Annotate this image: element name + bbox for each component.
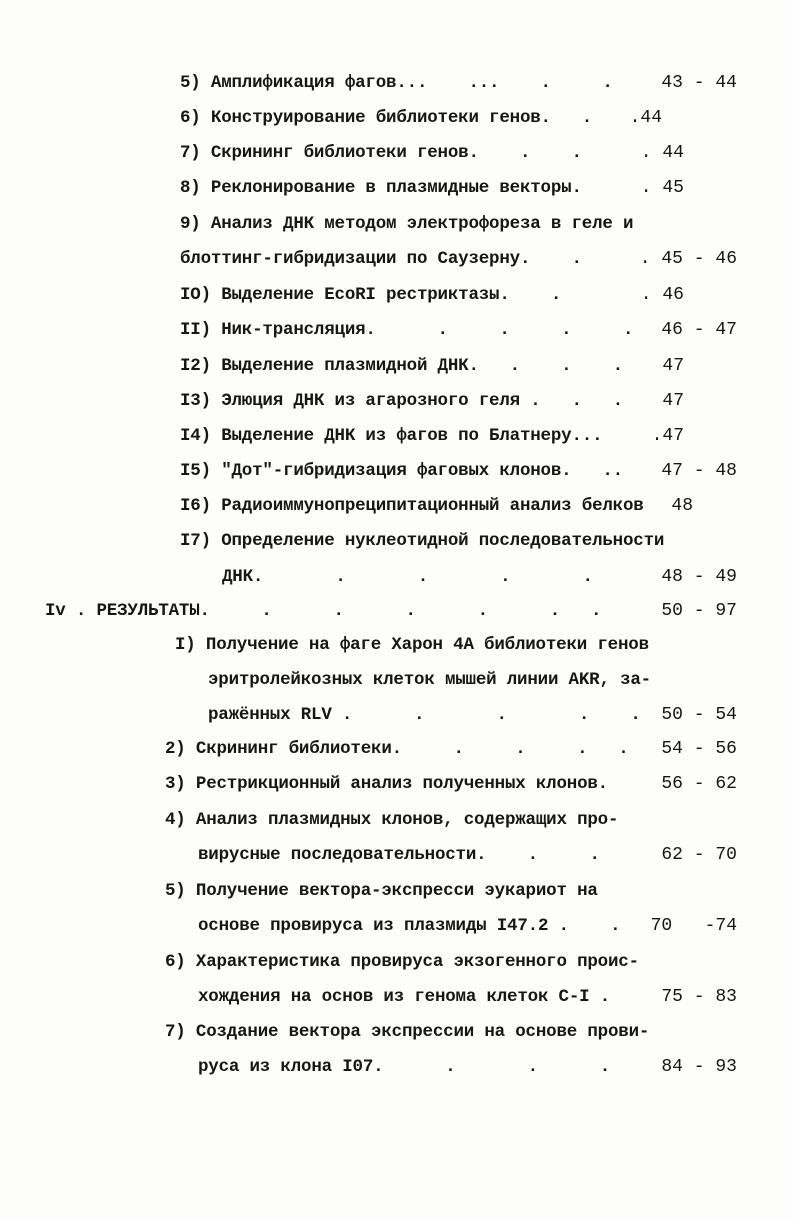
toc-entry-pages: 46 - 47 xyxy=(661,320,737,340)
toc-entry xyxy=(0,843,793,867)
toc-entry xyxy=(0,565,793,589)
toc-entry-title: 8) Реклонирование в плазмидные векторы. xyxy=(180,178,582,198)
toc-entry-pages: 62 - 70 xyxy=(661,845,737,865)
toc-entry xyxy=(0,1055,793,1079)
toc-entry-title: 7) Скрининг библиотеки генов. . . xyxy=(180,143,582,163)
toc-entry xyxy=(0,529,793,553)
toc-entry-title: эритролейкозных клеток мышей линии AKR, за- xyxy=(208,670,651,690)
toc-entry-title: 6) Характеристика провируса экзогенного проис- xyxy=(165,952,639,972)
toc-entry-pages: 75 - 83 xyxy=(661,987,737,1007)
toc-entry xyxy=(0,354,793,378)
toc-entry-pages: 47 - 48 xyxy=(661,461,737,481)
toc-entry xyxy=(0,283,793,307)
toc-entry xyxy=(0,212,793,236)
toc-entry-pages: 47 xyxy=(662,356,684,376)
toc-entry-title: 6) Конструирование библиотеки генов. . xyxy=(180,108,593,128)
toc-entry xyxy=(0,808,793,832)
toc-entry xyxy=(0,459,793,483)
toc-entry-title: I3) Элюция ДНК из агарозного геля . . . xyxy=(180,391,623,411)
toc-entry-pages: 56 - 62 xyxy=(661,774,737,794)
toc-entry-title: I7) Определение нуклеотидной последовательности xyxy=(180,531,665,551)
toc-entry-title: 4) Анализ плазмидных клонов, содержащих про- xyxy=(165,810,619,830)
toc-entry xyxy=(0,424,793,448)
toc-entry-title: 7) Создание вектора экспрессии на основе прови- xyxy=(165,1022,650,1042)
toc-entry xyxy=(0,106,793,130)
toc-entry-pages: 50 - 97 xyxy=(661,601,737,621)
toc-entry-pages: .44 xyxy=(629,108,662,128)
toc-entry-title: хождения на основ из генома клеток C-I . xyxy=(198,987,611,1007)
toc-entry xyxy=(0,141,793,165)
toc-entry-pages: .47 xyxy=(651,426,684,446)
toc-entry-title: I) Получение на фаге Харон 4А библиотеки генов xyxy=(175,635,649,655)
toc-entry xyxy=(0,914,793,938)
toc-entry-title: 9) Анализ ДНК методом электрофореза в геле и xyxy=(180,214,634,234)
toc-entry-pages: . 46 xyxy=(640,285,684,305)
toc-entry-pages: 48 xyxy=(671,496,693,516)
toc-entry-title: основе провируса из плазмиды I47.2 . . xyxy=(198,916,621,936)
toc-entry xyxy=(0,176,793,200)
toc-entry-title: ДНК. . . . . xyxy=(222,567,593,587)
toc-entry-pages: 43 - 44 xyxy=(661,73,737,93)
toc-entry xyxy=(0,494,793,518)
toc-entry xyxy=(0,703,793,727)
toc-entry-title: 2) Скрининг библиотеки. . . . . xyxy=(165,739,629,759)
toc-entry-title: 5) Получение вектора-экспресси эукариот на xyxy=(165,881,598,901)
toc-entry xyxy=(0,633,793,657)
toc-entry xyxy=(0,71,793,95)
toc-entry xyxy=(0,772,793,796)
toc-entry-pages: . 45 - 46 xyxy=(639,249,737,269)
toc-entry xyxy=(0,737,793,761)
toc-entry-pages: . 45 xyxy=(640,178,684,198)
toc-entry xyxy=(0,879,793,903)
toc-entry-title: ражённых RLV . . . . . xyxy=(208,705,641,725)
toc-entry-pages: 50 - 54 xyxy=(661,705,737,725)
toc-entry-title: руса из клона I07. . . . xyxy=(198,1057,611,1077)
toc-entry-title: IO) Выделение EcoRI рестриктазы. . xyxy=(180,285,562,305)
toc-entry-title: 3) Рестрикционный анализ полученных клонов. xyxy=(165,774,608,794)
toc-entry-pages: 70 -74 xyxy=(650,916,737,936)
toc-entry-title: 5) Амплификация фагов... ... . . xyxy=(180,73,613,93)
toc-entry-title: I4) Выделение ДНК из фагов по Блатнеру... xyxy=(180,426,603,446)
toc-entry xyxy=(0,1020,793,1044)
toc-entry-pages: 84 - 93 xyxy=(661,1057,737,1077)
toc-entry xyxy=(0,247,793,271)
toc-entry xyxy=(0,985,793,1009)
toc-entry-title: II) Ник-трансляция. . . . . xyxy=(180,320,634,340)
toc-entry-title: Iv . РЕЗУЛЬТАТЫ. . . . . . . xyxy=(45,601,602,621)
toc-entry-title: блоттинг-гибридизации по Саузерну. . xyxy=(180,249,582,269)
toc-entry xyxy=(0,668,793,692)
toc-section-heading xyxy=(0,599,793,623)
toc-entry-pages: 54 - 56 xyxy=(661,739,737,759)
toc-entry xyxy=(0,318,793,342)
toc-entry-title: I2) Выделение плазмидной ДНК. . . . xyxy=(180,356,623,376)
toc-entry-title: I6) Радиоиммунопреципитационный анализ белков xyxy=(180,496,644,516)
toc-entry-pages: . 44 xyxy=(640,143,684,163)
toc-entry xyxy=(0,950,793,974)
toc-entry-title: вирусные последовательности. . . xyxy=(198,845,600,865)
toc-entry-pages: 48 - 49 xyxy=(661,567,737,587)
toc-entry xyxy=(0,389,793,413)
toc-entry-title: I5) "Дот"-гибридизация фаговых клонов. .. xyxy=(180,461,623,481)
toc-entry-pages: 47 xyxy=(662,391,684,411)
